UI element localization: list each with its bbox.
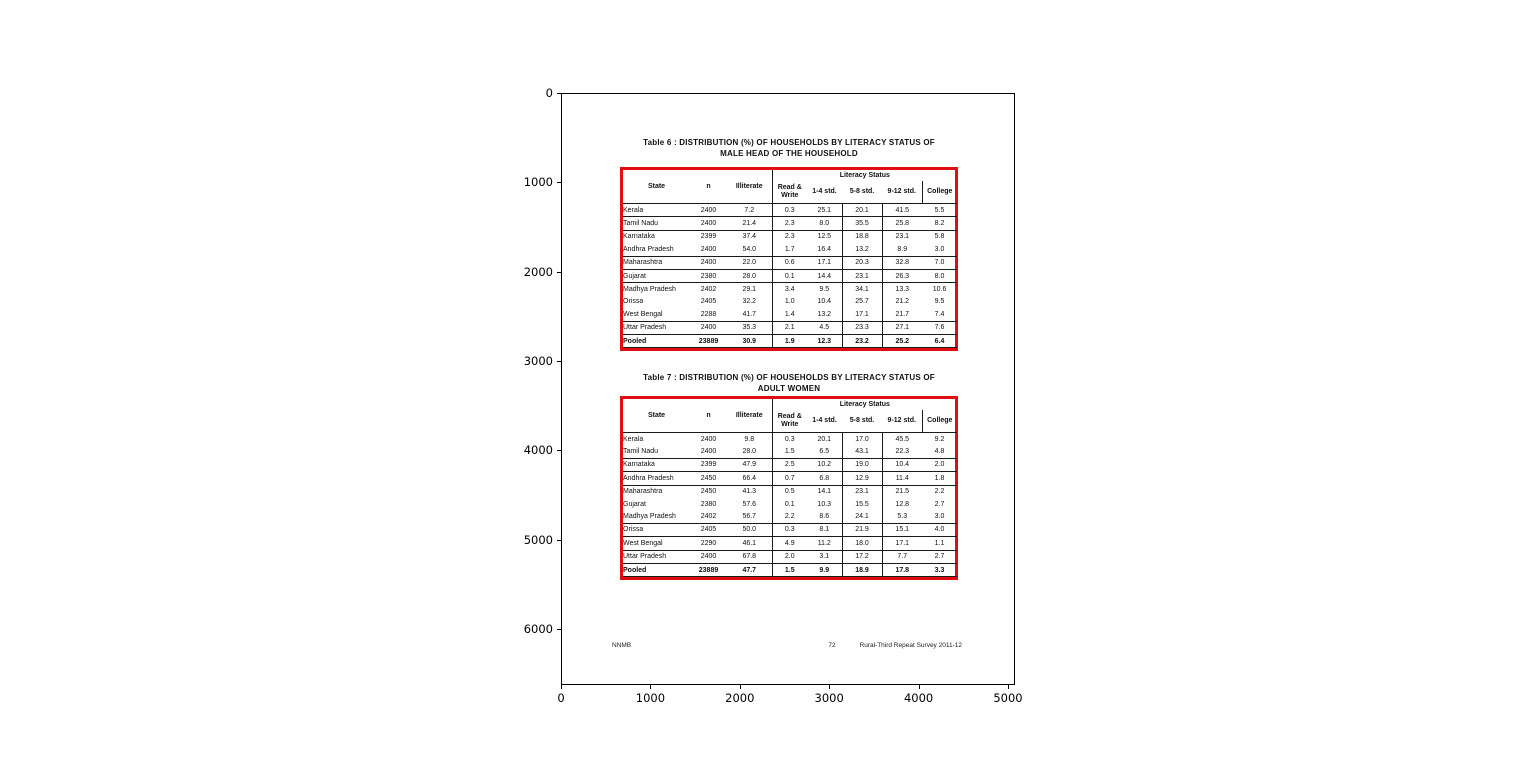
value-cell: 28.0 (727, 269, 772, 282)
state-name-cell: Kerala (623, 435, 644, 443)
value-cell: 2450 (690, 472, 727, 485)
value-cell: 17.1 (807, 256, 842, 269)
value-cell: 14.1 (817, 488, 832, 496)
value-cell: 2450 (700, 488, 717, 496)
value-cell: 17.8 (882, 563, 922, 576)
value-cell: 0.3 (772, 433, 807, 446)
value-cell: 12.8 (882, 498, 922, 510)
value-cell: 15.1 (882, 523, 922, 536)
value-cell: 6.5 (807, 445, 842, 458)
value-cell: 2405 (690, 523, 727, 536)
value-cell: 16.4 (807, 243, 842, 256)
table-row (623, 550, 957, 563)
value-cell: 2.2 (934, 488, 945, 496)
state-name-cell: West Bengal (623, 308, 690, 321)
value-cell: 10.4 (817, 298, 832, 306)
column-header-n: n (690, 399, 727, 433)
value-cell: 20.1 (842, 204, 882, 217)
table-7-title (592, 373, 986, 394)
column-header-state: State (623, 399, 690, 433)
state-name-cell: Orissa (623, 298, 644, 306)
value-cell: 9.5 (819, 286, 830, 294)
state-name-cell: Pooled (623, 563, 690, 576)
value-cell: 2400 (690, 243, 727, 256)
state-name-cell: Karnataka (623, 458, 690, 471)
value-cell: 35.5 (842, 217, 882, 230)
table-row (623, 308, 957, 321)
state-name-cell: Andhra Pradesh (623, 243, 690, 256)
table-6-red-frame (620, 167, 958, 351)
value-cell: 2405 (700, 298, 717, 306)
value-cell: 9.5 (934, 298, 945, 306)
x-tick-label: 2000 (725, 691, 755, 705)
value-cell: 5.5 (922, 204, 957, 217)
value-cell: 2.2 (772, 510, 807, 523)
value-cell: 2400 (690, 217, 727, 230)
state-name-cell: Gujarat (623, 269, 690, 282)
x-tick-mark (561, 685, 562, 689)
value-cell: 2.0 (922, 458, 957, 471)
column-header-illiterate: Illiterate (727, 399, 772, 433)
value-cell: 8.0 (807, 217, 842, 230)
table-row (623, 230, 957, 243)
value-cell: 0.3 (772, 204, 807, 217)
value-cell: 26.3 (882, 269, 922, 282)
y-tick-label: 0 (545, 86, 553, 100)
value-cell: 13.2 (807, 308, 842, 321)
table-row (623, 523, 957, 536)
table-row (623, 537, 957, 550)
value-cell: 17.1 (842, 308, 882, 321)
value-cell: 35.3 (727, 321, 772, 334)
state-name-cell: Karnataka (623, 233, 655, 241)
value-cell: 17.0 (842, 433, 882, 446)
table-6-title-line2: MALE HEAD OF THE HOUSEHOLD (720, 148, 858, 158)
value-cell: 0.5 (772, 485, 807, 498)
value-cell: 4.8 (922, 445, 957, 458)
column-header-college: College (922, 181, 957, 204)
x-tick-mark (919, 685, 920, 689)
footer-org-label: NNMB (612, 642, 632, 649)
state-name-cell: West Bengal (623, 537, 690, 550)
value-cell: 66.4 (727, 472, 772, 485)
value-cell: 23.2 (842, 334, 882, 347)
value-cell: 20.1 (817, 435, 832, 443)
value-cell: 11.2 (807, 537, 842, 550)
value-cell: 2400 (690, 204, 727, 217)
table-row (623, 217, 957, 230)
value-cell: 11.4 (882, 472, 922, 485)
y-tick-label: 6000 (523, 621, 553, 636)
x-tick-label: 0 (557, 691, 565, 705)
value-cell: 12.3 (807, 334, 842, 347)
state-name-cell: Pooled (623, 334, 690, 347)
value-cell: 50.0 (727, 523, 772, 536)
state-name-cell: Maharashtra (623, 256, 690, 269)
value-cell: 7.0 (922, 256, 957, 269)
value-cell: 12.5 (817, 233, 832, 241)
value-cell: 3.4 (772, 283, 807, 296)
value-cell: 43.1 (842, 445, 882, 458)
value-cell: 21.7 (882, 308, 922, 321)
value-cell: 2288 (690, 308, 727, 321)
value-cell: 25.8 (882, 217, 922, 230)
x-tick-label: 3000 (814, 691, 844, 705)
value-cell: 18.0 (842, 537, 882, 550)
y-tick-label: 5000 (523, 532, 553, 547)
value-cell: 2.5 (772, 458, 807, 471)
value-cell: 4.0 (922, 523, 957, 536)
value-cell: 22.3 (882, 445, 922, 458)
value-cell: 12.9 (842, 472, 882, 485)
table-6-title-line1: Table 6 : DISTRIBUTION (%) OF HOUSEHOLDS BY LITERACY STATUS OF (643, 138, 935, 147)
table-row (623, 321, 957, 334)
value-cell: 2380 (690, 269, 727, 282)
state-name-cell: Kerala (623, 204, 690, 217)
x-tick-mark (740, 685, 741, 689)
x-tick-mark (829, 685, 830, 689)
value-cell: 46.1 (727, 537, 772, 550)
value-cell: 21.9 (842, 523, 882, 536)
value-cell: 1.4 (772, 308, 807, 321)
value-cell: 2402 (690, 510, 727, 523)
column-header-read-write: Read & Write (772, 181, 807, 204)
value-cell: 10.4 (882, 458, 922, 471)
state-name-cell: Tamil Nadu (623, 445, 690, 458)
value-cell: 0.7 (772, 472, 807, 485)
value-cell: 1.8 (922, 472, 957, 485)
value-cell: 2.7 (922, 550, 957, 563)
value-cell: 2.3 (772, 230, 807, 243)
value-cell: 2.3 (772, 217, 807, 230)
value-cell: 7.7 (882, 550, 922, 563)
state-name-cell: Tamil Nadu (623, 217, 690, 230)
value-cell: 8.6 (807, 510, 842, 523)
scanned-document-page (562, 94, 1014, 684)
value-cell: 1.5 (772, 563, 807, 576)
value-cell: 2380 (700, 500, 717, 508)
state-name-cell: Madhya Pradesh (623, 510, 690, 523)
value-cell: 2399 (700, 233, 717, 241)
value-cell: 47.9 (727, 458, 772, 471)
value-cell: 54.0 (727, 243, 772, 256)
value-cell: 23.1 (882, 230, 922, 243)
table-7-red-frame (620, 396, 958, 580)
value-cell: 2400 (700, 435, 717, 443)
value-cell: 18.8 (842, 230, 882, 243)
value-cell: 14.4 (807, 269, 842, 282)
value-cell: 5.8 (934, 233, 945, 241)
value-cell: 3.0 (922, 510, 957, 523)
value-cell: 34.1 (842, 283, 882, 296)
value-cell: 6.8 (807, 472, 842, 485)
table-row (623, 283, 957, 296)
value-cell: 13.2 (842, 243, 882, 256)
column-header-college: College (922, 410, 957, 433)
value-cell: 8.1 (807, 523, 842, 536)
value-cell: 7.6 (922, 321, 957, 334)
table-row (623, 296, 957, 308)
state-name-cell: Uttar Pradesh (623, 550, 690, 563)
value-cell: 10.6 (932, 286, 947, 294)
table-6-literacy-male-head (623, 170, 957, 348)
table-row (623, 334, 957, 347)
y-tick-label: 1000 (523, 175, 553, 190)
table-row (623, 204, 957, 217)
table-row (623, 256, 957, 269)
column-header-9-12-std-: 9-12 std. (882, 410, 922, 433)
value-cell: 5.3 (882, 510, 922, 523)
y-tick-label: 2000 (523, 264, 553, 279)
value-cell: 13.3 (882, 283, 922, 296)
value-cell: 57.6 (742, 500, 757, 508)
table-row (623, 485, 957, 498)
value-cell: 0.3 (772, 523, 807, 536)
value-cell: 8.2 (922, 217, 957, 230)
state-name-cell: Uttar Pradesh (623, 321, 690, 334)
value-cell: 3.1 (807, 550, 842, 563)
value-cell: 0.1 (772, 498, 807, 510)
table-row (623, 445, 957, 458)
value-cell: 6.4 (922, 334, 957, 347)
value-cell: 25.7 (842, 296, 882, 308)
value-cell: 19.0 (842, 458, 882, 471)
column-header-5-8-std-: 5-8 std. (842, 410, 882, 433)
value-cell: 2.1 (772, 321, 807, 334)
value-cell: 47.7 (727, 563, 772, 576)
value-cell: 20.3 (842, 256, 882, 269)
value-cell: 23889 (690, 563, 727, 576)
state-name-cell: Madhya Pradesh (623, 286, 676, 294)
value-cell: 37.4 (742, 233, 757, 241)
value-cell: 29.1 (742, 286, 757, 294)
column-header-state: State (623, 170, 690, 204)
state-name-cell: Gujarat (623, 500, 646, 508)
value-cell: 25.1 (807, 204, 842, 217)
column-header-1-4-std-: 1-4 std. (807, 410, 842, 433)
value-cell: 4.9 (772, 537, 807, 550)
table-row (623, 269, 957, 282)
state-name-cell: Maharashtra (623, 488, 663, 496)
value-cell: 2290 (690, 537, 727, 550)
value-cell: 2400 (690, 445, 727, 458)
value-cell: 9.2 (934, 435, 945, 443)
value-cell: 1.9 (772, 334, 807, 347)
value-cell: 8.9 (882, 243, 922, 256)
literacy-status-group-header: Literacy Status (772, 399, 957, 410)
value-cell: 23.1 (842, 269, 882, 282)
value-cell: 1.5 (772, 445, 807, 458)
value-cell: 2402 (700, 286, 717, 294)
table-7-title-line1: Table 7 : DISTRIBUTION (%) OF HOUSEHOLDS BY LITERACY STATUS OF (643, 373, 935, 382)
value-cell: 17.2 (842, 550, 882, 563)
table-row (623, 472, 957, 485)
table-row (623, 510, 957, 523)
state-name-cell: Orissa (623, 523, 690, 536)
table-6-title (592, 138, 986, 159)
x-tick-label: 5000 (993, 691, 1023, 705)
column-header-1-4-std-: 1-4 std. (807, 181, 842, 204)
value-cell: 4.5 (807, 321, 842, 334)
value-cell: 3.0 (922, 243, 957, 256)
value-cell: 25.2 (882, 334, 922, 347)
value-cell: 0.6 (772, 256, 807, 269)
value-cell: 2400 (690, 256, 727, 269)
value-cell: 17.1 (882, 537, 922, 550)
table-row (623, 498, 957, 510)
column-header-n: n (690, 170, 727, 204)
column-header-9-12-std-: 9-12 std. (882, 181, 922, 204)
value-cell: 23.3 (842, 321, 882, 334)
x-tick-mark (1008, 685, 1009, 689)
table-row (623, 458, 957, 471)
value-cell: 21.2 (882, 296, 922, 308)
value-cell: 45.5 (882, 433, 922, 446)
value-cell: 0.1 (772, 269, 807, 282)
x-tick-label: 1000 (635, 691, 666, 705)
table-7-literacy-adult-women (623, 399, 957, 577)
value-cell: 2400 (690, 550, 727, 563)
footer-survey-label: Rural-Third Repeat Survey 2011-12 (859, 642, 962, 649)
value-cell: 41.3 (742, 488, 757, 496)
value-cell: 1.1 (922, 537, 957, 550)
table-row (623, 433, 957, 446)
table-group-header-row (623, 170, 957, 181)
table-7-title-line2: ADULT WOMEN (757, 383, 821, 393)
value-cell: 22.0 (727, 256, 772, 269)
value-cell: 28.0 (727, 445, 772, 458)
value-cell: 56.7 (727, 510, 772, 523)
value-cell: 41.5 (882, 204, 922, 217)
table-row (623, 563, 957, 576)
x-tick-mark (650, 685, 651, 689)
value-cell: 27.1 (882, 321, 922, 334)
value-cell: 9.8 (744, 435, 755, 443)
value-cell: 41.7 (727, 308, 772, 321)
value-cell: 2399 (690, 458, 727, 471)
footer-page-number: 72 (828, 642, 836, 649)
value-cell: 21.4 (727, 217, 772, 230)
value-cell: 67.8 (727, 550, 772, 563)
value-cell: 7.4 (922, 308, 957, 321)
value-cell: 1.7 (772, 243, 807, 256)
state-name-cell: Andhra Pradesh (623, 472, 690, 485)
table-row (623, 243, 957, 256)
y-tick-label: 4000 (523, 443, 553, 458)
value-cell: 30.9 (727, 334, 772, 347)
value-cell: 3.3 (922, 563, 957, 576)
value-cell: 18.9 (842, 563, 882, 576)
value-cell: 2400 (690, 321, 727, 334)
value-cell: 23889 (690, 334, 727, 347)
plot-area (561, 93, 1015, 685)
value-cell: 8.0 (922, 269, 957, 282)
column-header-illiterate: Illiterate (727, 170, 772, 204)
value-cell: 2.7 (934, 500, 945, 508)
column-header-read-write: Read & Write (772, 410, 807, 433)
y-tick-label: 3000 (523, 353, 553, 368)
value-cell: 23.1 (842, 485, 882, 498)
x-tick-label: 4000 (903, 691, 934, 705)
value-cell: 1.0 (772, 296, 807, 308)
value-cell: 10.3 (817, 500, 832, 508)
value-cell: 21.5 (882, 485, 922, 498)
value-cell: 24.1 (842, 510, 882, 523)
column-header-5-8-std-: 5-8 std. (842, 181, 882, 204)
value-cell: 2.0 (772, 550, 807, 563)
value-cell: 10.2 (807, 458, 842, 471)
value-cell: 7.2 (727, 204, 772, 217)
table-group-header-row (623, 399, 957, 410)
value-cell: 32.2 (742, 298, 757, 306)
value-cell: 15.5 (842, 498, 882, 510)
value-cell: 9.9 (807, 563, 842, 576)
literacy-status-group-header: Literacy Status (772, 170, 957, 181)
value-cell: 32.8 (882, 256, 922, 269)
